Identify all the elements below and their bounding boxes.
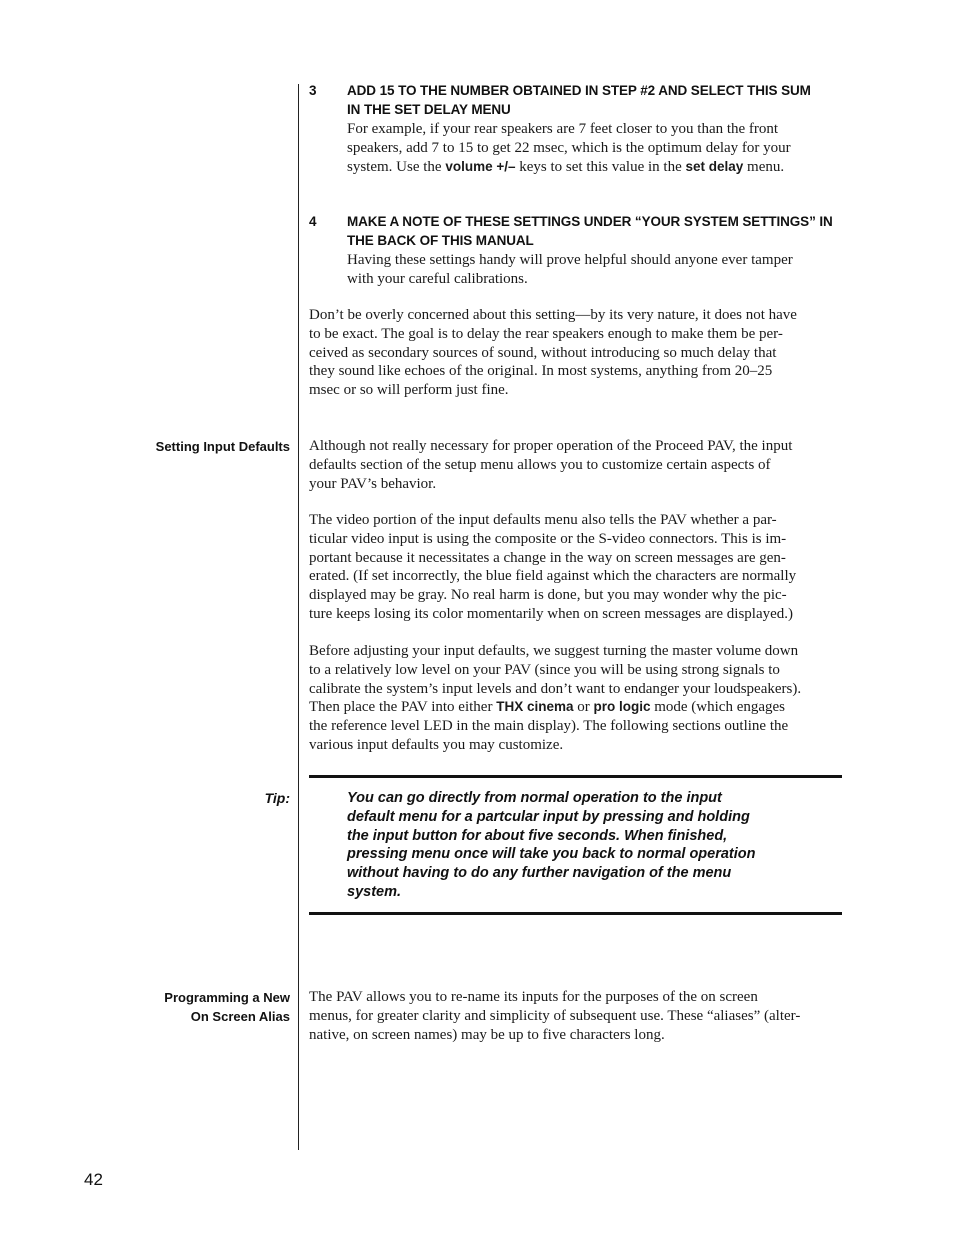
text-run: Then place the PAV into either (309, 699, 497, 716)
body-line: your PAV’s behavior. (309, 475, 437, 492)
body-line: native, on screen names) may be up to five characters long. (309, 1026, 665, 1043)
page-number: 42 (84, 1170, 103, 1189)
step-body (347, 251, 841, 289)
tip-line: pressing menu once will take you back to normal operation (347, 846, 756, 863)
body-line: ceived as secondary sources of sound, without introducing so much delay that (309, 344, 777, 361)
tip-label: Tip: (264, 790, 290, 806)
body-line: msec or so will perform just fine. (309, 382, 509, 399)
heading-line: On Screen Alias (190, 1009, 290, 1024)
body-line: the reference level LED in the main display). The following sections outline the (309, 718, 789, 735)
text-run: system. Use the (347, 158, 446, 175)
body-line: Having these settings handy will prove helpful should anyone ever tamper (347, 252, 793, 268)
body-line: Before adjusting your input defaults, we suggest turning the master volume down (309, 643, 799, 659)
keyword-thx-cinema: THX cinema (496, 699, 574, 715)
tip-rule-bottom (309, 912, 842, 915)
tip-line: system. (347, 883, 402, 900)
body-line: with your careful calibrations. (347, 270, 528, 287)
tip-text (347, 789, 807, 902)
step-3 (309, 81, 841, 176)
tip-line: the input button for about five seconds. When finished, (347, 827, 728, 844)
body-line: erated. (If set incorrectly, the blue field against which the characters are normally (309, 568, 797, 585)
section-heading-alias (164, 988, 290, 1026)
step-heading (347, 212, 841, 250)
step-heading-line: ADD 15 TO THE NUMBER OBTAINED IN STEP #2 AND SELECT THIS SUM (347, 83, 811, 98)
margin-rule (298, 84, 299, 1150)
body-line: For example, if your rear speakers are 7 feet closer to you than the front (347, 121, 779, 137)
step-number: 4 (309, 214, 317, 229)
step-heading-line: MAKE A NOTE OF THESE SETTINGS UNDER “YOUR SYSTEM SETTINGS” IN (347, 214, 833, 229)
section-heading-input-defaults: Setting Input Defaults (155, 439, 290, 454)
tip-line: default menu for a partcular input by pressing and holding (347, 808, 750, 825)
body-line: they sound like echoes of the original. In most systems, anything from 20–25 (309, 363, 773, 380)
body-line (347, 158, 841, 177)
body-line: defaults section of the setup menu allows you to customize certain aspects of (309, 456, 771, 473)
text-run: mode (which engages (650, 699, 786, 716)
body-line: The PAV allows you to re-name its inputs for the purposes of the on screen (309, 989, 758, 1005)
step-heading-line: THE BACK OF THIS MANUAL (347, 233, 534, 248)
body-line: Don’t be overly concerned about this setting—by its very nature, it does not have (309, 307, 797, 323)
input-defaults-paragraph-2 (309, 511, 841, 624)
alias-paragraph (309, 988, 841, 1044)
keyword-volume: volume +/– (445, 158, 516, 174)
body-line: The video portion of the input defaults menu also tells the PAV whether a par- (309, 512, 777, 528)
tip-line: without having to do any further navigation of the menu (347, 865, 732, 882)
step-body (347, 120, 841, 176)
step-number: 3 (309, 83, 317, 98)
keyword-set-delay: set delay (685, 158, 744, 174)
body-line: ture keeps losing its color momentarily when on screen messages are displayed.) (309, 605, 794, 622)
text-run: menu. (743, 158, 785, 175)
heading-line: Programming a New (164, 990, 290, 1005)
body-line (309, 698, 841, 717)
body-line: ticular video input is using the composite or the S-video connectors. This is im- (309, 530, 787, 547)
body-line: to a relatively low level on your PAV (since you will be using strong signals to (309, 661, 780, 678)
step-4 (309, 212, 841, 289)
text-run: keys to set this value in the (515, 158, 686, 175)
body-line: calibrate the system’s input levels and don’t want to endanger your loudspeakers). (309, 680, 802, 697)
body-line: displayed may be gray. No real harm is done, but you may wonder why the pic- (309, 587, 787, 604)
step-heading (347, 81, 841, 119)
keyword-pro-logic: pro logic (593, 699, 651, 715)
body-line: menus, for greater clarity and simplicity of subsequent use. These “aliases” (alter- (309, 1007, 801, 1024)
tip-rule-top (309, 775, 842, 778)
step-heading-line: IN THE SET DELAY MENU (347, 102, 511, 117)
body-line: speakers, add 7 to 15 to get 22 msec, which is the optimum delay for your (347, 139, 791, 156)
body-line: various input defaults you may customize. (309, 736, 564, 753)
text-run: or (573, 699, 594, 716)
tip-line: You can go directly from normal operation to the input (347, 790, 722, 806)
body-line: Although not really necessary for proper operation of the Proceed PAV, the input (309, 438, 793, 454)
body-line: portant because it necessitates a change in the way on screen messages are gen- (309, 549, 786, 566)
input-defaults-paragraph-3 (309, 642, 841, 755)
input-defaults-paragraph-1 (309, 437, 841, 493)
delay-note-paragraph (309, 306, 841, 400)
body-line: to be exact. The goal is to delay the rear speakers enough to make them be per- (309, 325, 783, 342)
